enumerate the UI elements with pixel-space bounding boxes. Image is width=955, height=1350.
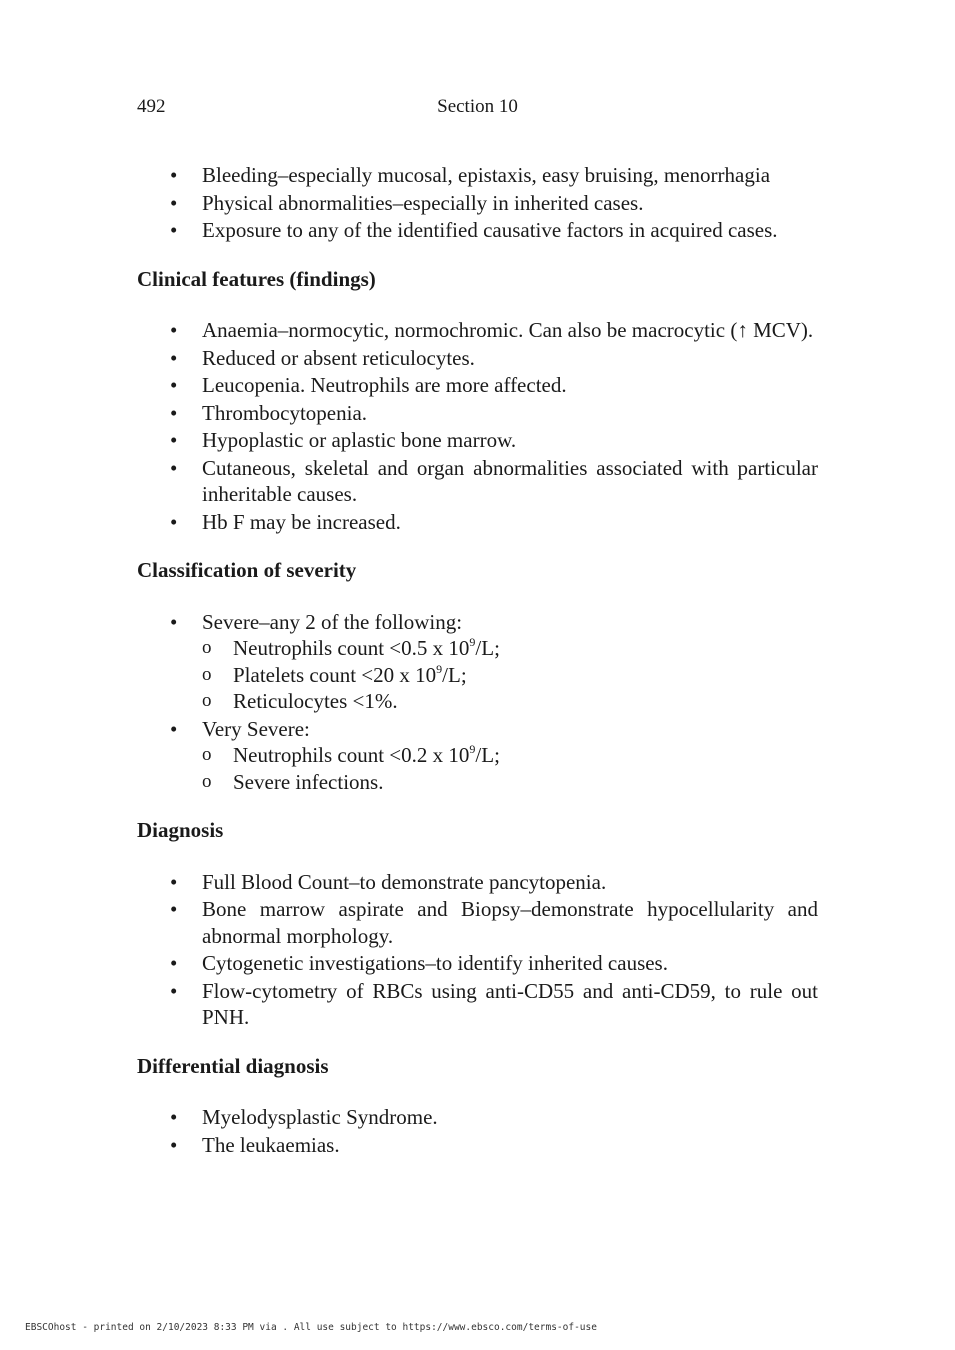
bullet-icon: • — [170, 716, 178, 741]
bullet-icon: • — [170, 163, 178, 187]
page-number: 492 — [137, 96, 166, 117]
bullet-icon: • — [170, 455, 178, 480]
list-item — [137, 978, 818, 1031]
list-item-text: Severe–any 2 of the following: — [202, 609, 463, 634]
list-item-text: Bone marrow aspirate and Biopsy–demonstrate hypocellularity and abnormal morphology. — [202, 897, 818, 948]
circle-bullet-icon: o — [202, 637, 212, 658]
list-item — [137, 896, 818, 949]
bullet-icon: • — [170, 345, 178, 370]
bullet-icon: • — [170, 190, 178, 215]
list-item — [137, 869, 818, 896]
bullet-icon: • — [170, 1132, 178, 1157]
sub-list-item — [202, 662, 818, 689]
sub-item-text: Reticulocytes <1%. — [233, 689, 398, 713]
diagnosis-list — [137, 869, 818, 1031]
list-item — [137, 345, 818, 372]
sub-item-unit: /L; — [475, 743, 500, 767]
superscript: 9 — [469, 635, 476, 649]
list-item — [137, 950, 818, 977]
clinical-features-heading: Clinical features (findings) — [137, 266, 376, 291]
circle-bullet-icon: o — [202, 690, 212, 711]
very-severe-sub-list — [202, 742, 818, 795]
diagnosis-heading: Diagnosis — [137, 818, 224, 842]
severe-sub-list — [202, 635, 818, 715]
footer-notice: EBSCOhost - printed on 2/10/2023 8:33 PM via . All use subject to https://www.ebsco.com/terms-of-use — [25, 1322, 597, 1333]
list-item — [137, 162, 818, 189]
list-item — [137, 217, 818, 244]
sub-item-text: Severe infections. — [233, 769, 384, 794]
list-item-text: Very Severe: — [202, 716, 310, 741]
bullet-icon: • — [170, 218, 178, 242]
sub-list-item — [202, 742, 818, 769]
list-item-text: Myelodysplastic Syndrome. — [202, 1105, 438, 1129]
bullet-icon: • — [170, 1105, 178, 1129]
bullet-icon: • — [170, 400, 178, 425]
sub-item-text: Platelets count <20 x 10 — [233, 662, 437, 687]
list-item-text: Reduced or absent reticulocytes. — [202, 345, 475, 370]
list-item — [137, 509, 818, 536]
sub-list-item — [202, 769, 818, 796]
list-item — [137, 455, 818, 508]
list-item-text: Exposure to any of the identified causative factors in acquired cases. — [202, 218, 778, 242]
bullet-icon: • — [170, 428, 178, 452]
list-item-text: The leukaemias. — [202, 1132, 340, 1157]
list-item-text: Flow-cytometry of RBCs using anti-CD55 and anti-CD59, to rule out PNH. — [202, 978, 818, 1029]
circle-bullet-icon: o — [202, 744, 212, 765]
list-item-text: Cytogenetic investigations–to identify inherited causes. — [202, 951, 668, 975]
circle-bullet-icon: o — [202, 770, 212, 792]
page-body — [137, 162, 818, 1159]
sub-item-unit: /L; — [442, 662, 467, 687]
sub-item-unit: /L; — [475, 636, 500, 660]
list-item-text: Physical abnormalities–especially in inherited cases. — [202, 190, 644, 215]
list-item — [137, 716, 818, 796]
intro-bullet-list — [137, 162, 818, 244]
bullet-icon: • — [170, 318, 178, 342]
list-item — [137, 1132, 818, 1159]
clinical-features-list — [137, 317, 818, 535]
list-item-text: Full Blood Count–to demonstrate pancytopenia. — [202, 869, 607, 894]
sub-list-item — [202, 688, 818, 715]
running-head: Section 10 — [437, 96, 518, 117]
list-item — [137, 609, 818, 715]
list-item-text: Hb F may be increased. — [202, 509, 401, 534]
bullet-icon: • — [170, 373, 178, 397]
superscript: 9 — [436, 661, 443, 676]
severity-list — [137, 609, 818, 796]
list-item-text: Cutaneous, skeletal and organ abnormalities associated with particular inheritable causes. — [202, 455, 818, 506]
sub-list-item — [202, 635, 818, 662]
list-item — [137, 190, 818, 217]
list-item-text: Hypoplastic or aplastic bone marrow. — [202, 428, 517, 452]
bullet-icon: • — [170, 978, 178, 1003]
bullet-icon: • — [170, 869, 178, 894]
superscript: 9 — [469, 742, 476, 756]
list-item — [137, 372, 818, 399]
list-item — [137, 1104, 818, 1131]
list-item — [137, 317, 818, 344]
list-item-text: Bleeding–especially mucosal, epistaxis, easy bruising, menorrhagia — [202, 163, 771, 187]
list-item — [137, 400, 818, 427]
circle-bullet-icon: o — [202, 663, 212, 685]
bullet-icon: • — [170, 897, 178, 921]
list-item-text: Leucopenia. Neutrophils are more affected. — [202, 373, 567, 397]
sub-item-text: Neutrophils count <0.2 x 10 — [233, 743, 470, 767]
bullet-icon: • — [170, 951, 178, 975]
bullet-icon: • — [170, 609, 178, 634]
sub-item-text: Neutrophils count <0.5 x 10 — [233, 636, 470, 660]
bullet-icon: • — [170, 509, 178, 534]
list-item — [137, 427, 818, 454]
list-item-text: Anaemia–normocytic, normochromic. Can also be macrocytic (↑ MCV). — [202, 318, 814, 342]
differential-diagnosis-heading: Differential diagnosis — [137, 1053, 329, 1078]
list-item-text: Thrombocytopenia. — [202, 400, 368, 425]
differential-diagnosis-list — [137, 1104, 818, 1158]
severity-heading: Classification of severity — [137, 558, 357, 582]
